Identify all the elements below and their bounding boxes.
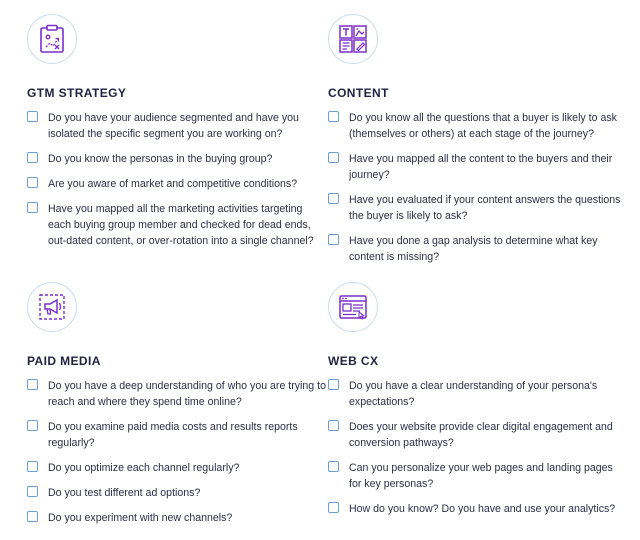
section-paid-media: [27, 282, 327, 535]
checkbox[interactable]: [328, 420, 339, 431]
section-title: CONTENT: [328, 86, 389, 100]
icon-circle: [27, 14, 77, 64]
checkbox[interactable]: [27, 202, 38, 213]
checkbox[interactable]: [27, 111, 38, 122]
checkbox[interactable]: [328, 502, 339, 513]
checkbox[interactable]: [328, 111, 339, 122]
checkbox[interactable]: [27, 511, 38, 522]
list-item: [27, 510, 327, 526]
item-text: Do you optimize each channel regularly?: [48, 462, 240, 474]
list-item: [328, 378, 628, 410]
list-item: [27, 110, 327, 142]
item-text: Do you experiment with new channels?: [48, 512, 233, 524]
list-item: [328, 151, 628, 183]
checkbox[interactable]: [328, 461, 339, 472]
checkbox[interactable]: [27, 486, 38, 497]
checkbox[interactable]: [328, 379, 339, 390]
section-title: WEB CX: [328, 354, 379, 368]
section-content: [328, 14, 628, 274]
item-text: Do you know the personas in the buying group?: [48, 153, 273, 165]
checkbox[interactable]: [27, 379, 38, 390]
checkbox[interactable]: [27, 152, 38, 163]
section-title: PAID MEDIA: [27, 354, 101, 368]
megaphone-icon: [37, 292, 67, 322]
item-text: Can you personalize your web pages and landing pages for key personas?: [349, 462, 613, 490]
list-item: [328, 419, 628, 451]
item-text: How do you know? Do you have and use your analytics?: [349, 503, 616, 515]
icon-circle: [328, 14, 378, 64]
icon-circle: [27, 282, 77, 332]
checkbox[interactable]: [328, 193, 339, 204]
item-text: Are you aware of market and competitive conditions?: [48, 178, 298, 190]
icon-circle: [328, 282, 378, 332]
list-item: [27, 419, 327, 451]
item-text: Do you test different ad options?: [48, 487, 201, 499]
item-text: Have you mapped all the marketing activities targeting each buying group member and checked for dead ends, out-dated content, or over-rotation into a single channel?: [48, 203, 314, 247]
checkbox[interactable]: [328, 234, 339, 245]
clipboard-strategy-icon: [38, 24, 66, 54]
list-item: [27, 201, 327, 249]
item-text: Have you done a gap analysis to determine what key content is missing?: [349, 235, 598, 263]
list-item: [27, 151, 327, 167]
item-text: Does your website provide clear digital engagement and conversion pathways?: [349, 421, 613, 449]
section-title: GTM STRATEGY: [27, 86, 127, 100]
list-item: [27, 176, 327, 192]
section-web-cx: [328, 282, 628, 526]
item-text: Have you evaluated if your content answers the questions the buyer is likely to ask?: [349, 194, 621, 222]
item-text: Do you have your audience segmented and have you isolated the specific segment you are working on?: [48, 112, 299, 140]
item-text: Do you examine paid media costs and results reports regularly?: [48, 421, 298, 449]
checkbox[interactable]: [27, 177, 38, 188]
item-text: Do you have a clear understanding of your persona's expectations?: [349, 380, 598, 408]
list-item: [328, 460, 628, 492]
checkbox[interactable]: [27, 420, 38, 431]
list-item: [328, 501, 628, 517]
web-browser-icon: [338, 292, 368, 322]
item-text: Do you have a deep understanding of who you are trying to reach and where they spend time online?: [48, 380, 326, 408]
list-item: [27, 378, 327, 410]
list-item: [27, 485, 327, 501]
list-item: [328, 233, 628, 265]
section-gtm-strategy: [27, 14, 327, 258]
checkbox[interactable]: [328, 152, 339, 163]
list-item: [27, 460, 327, 476]
checkbox[interactable]: [27, 461, 38, 472]
list-item: [328, 110, 628, 142]
list-item: [328, 192, 628, 224]
content-layout-icon: [338, 24, 368, 54]
item-text: Do you know all the questions that a buyer is likely to ask (themselves or others) at each stage of the journey?: [349, 112, 617, 140]
item-text: Have you mapped all the content to the buyers and their journey?: [349, 153, 613, 181]
